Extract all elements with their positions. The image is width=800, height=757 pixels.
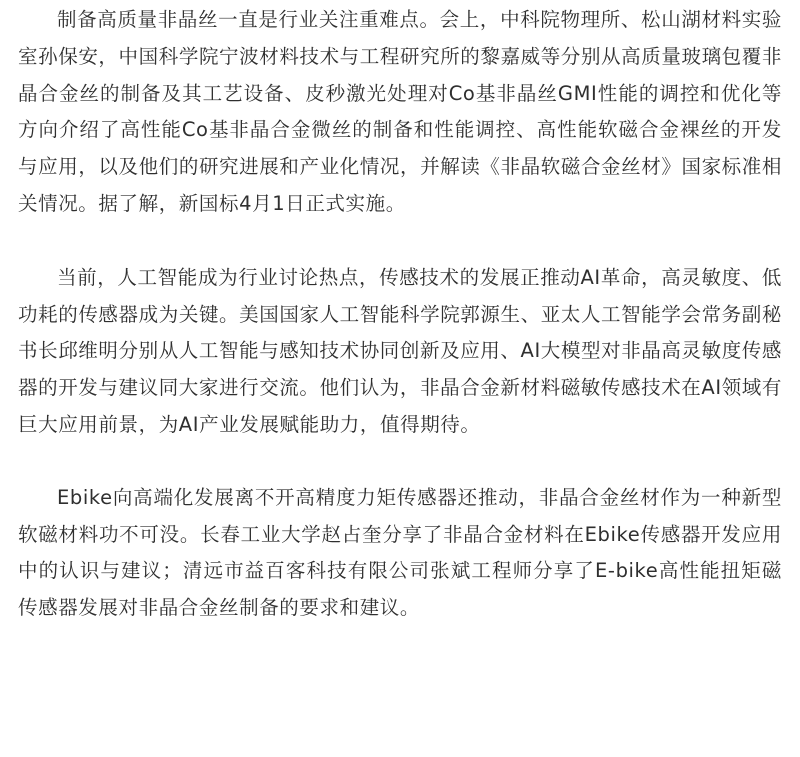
paragraph-amorphous-wire-preparation: 制备高质量非晶丝一直是行业关注重难点。会上，中科院物理所、松山湖材料实验室孙保安，中国科学院宁波材料技术与工程研究所的黎嘉威等分别从高质量玻璃包覆非晶合金丝的制备及其工艺设备、皮秒激光处理对Co基非晶丝GMI性能的调控和优化等方向介绍了高性能Co基非晶合金微丝的制备和性能调控、高性能软磁合金裸丝的开发与应用，以及他们的研究进展和产业化情况，并解读《非晶软磁合金丝材》国家标准相关情况。据了解，新国标4月1日正式实施。 (18, 8, 782, 215)
paragraph-ebike-sensors: Ebike向高端化发展离不开高精度力矩传感器还推动，非晶合金丝材作为一种新型软磁材料功不可没。长春工业大学赵占奎分享了非晶合金材料在Ebike传感器开发应用中的认识与建议；清远市益百客科技有限公司张斌工程师分享了E-bike高性能扭矩磁传感器发展对非晶合金丝制备的要求和建议。 (18, 485, 782, 620)
article-body (18, 0, 782, 627)
paragraph-ai-sensing: 当前，人工智能成为行业讨论热点，传感技术的发展正推动AI革命，高灵敏度、低功耗的传感器成为关键。美国国家人工智能科学院郭源生、亚太人工智能学会常务副秘书长邱维明分别从人工智能与感知技术协同创新及应用、AI大模型对非晶高灵敏度传感器的开发与建议同大家进行交流。他们认为，非晶合金新材料磁敏传感技术在AI领域有巨大应用前景，为AI产业发展赋能助力，值得期待。 (18, 265, 782, 436)
